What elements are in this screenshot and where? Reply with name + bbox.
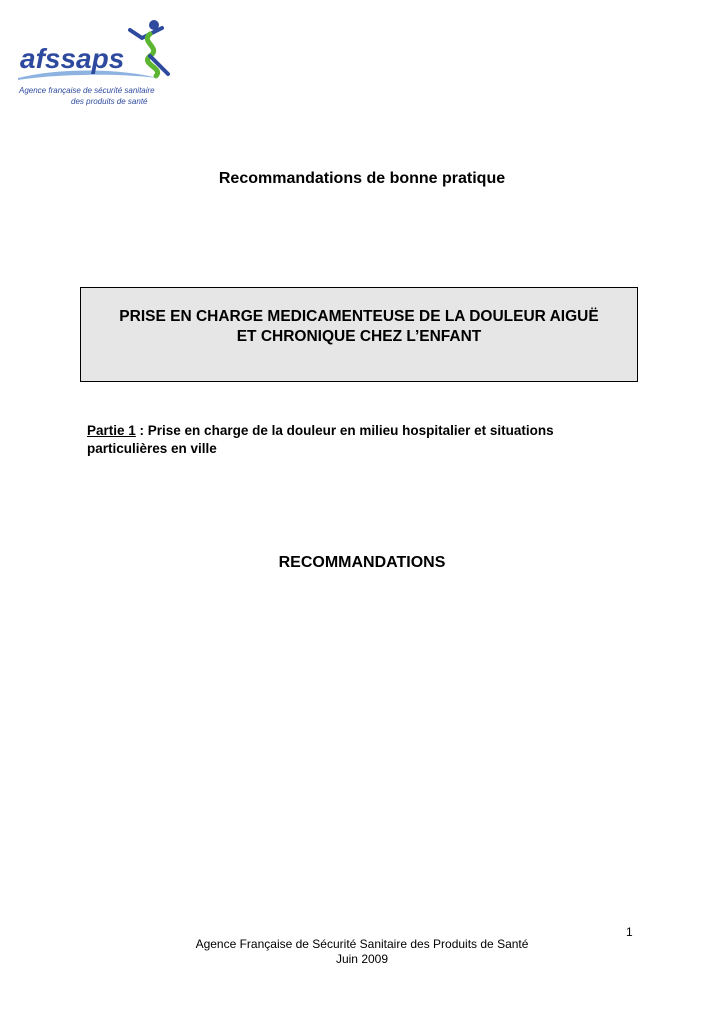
page-number: 1	[626, 925, 633, 939]
footer-agency: Agence Française de Sécurité Sanitaire des Produits de Santé	[195, 937, 529, 951]
afssaps-logo-mark	[18, 16, 178, 86]
logo-tagline-line1: Agence française de sécurité sanitaire	[19, 86, 155, 95]
partie-label: Partie 1	[87, 423, 136, 438]
section-heading: RECOMMANDATIONS	[278, 554, 446, 571]
partie-description	[87, 422, 627, 458]
partie-text: : Prise en charge de la douleur en milieu hospitalier et situations particulières en ville	[87, 423, 554, 456]
logo-wordmark: afssaps	[20, 43, 125, 74]
footer-date: Juin 2009	[335, 952, 389, 966]
document-title-box	[80, 287, 638, 382]
afssaps-logo	[18, 16, 178, 108]
document-title-line1: PRISE EN CHARGE MEDICAMENTEUSE DE LA DOULEUR AIGUË	[119, 308, 599, 325]
logo-tagline-line2: des produits de santé	[71, 97, 148, 106]
document-subtitle: Recommandations de bonne pratique	[218, 170, 506, 187]
document-title-line2: ET CHRONIQUE CHEZ L’ENFANT	[236, 328, 482, 345]
